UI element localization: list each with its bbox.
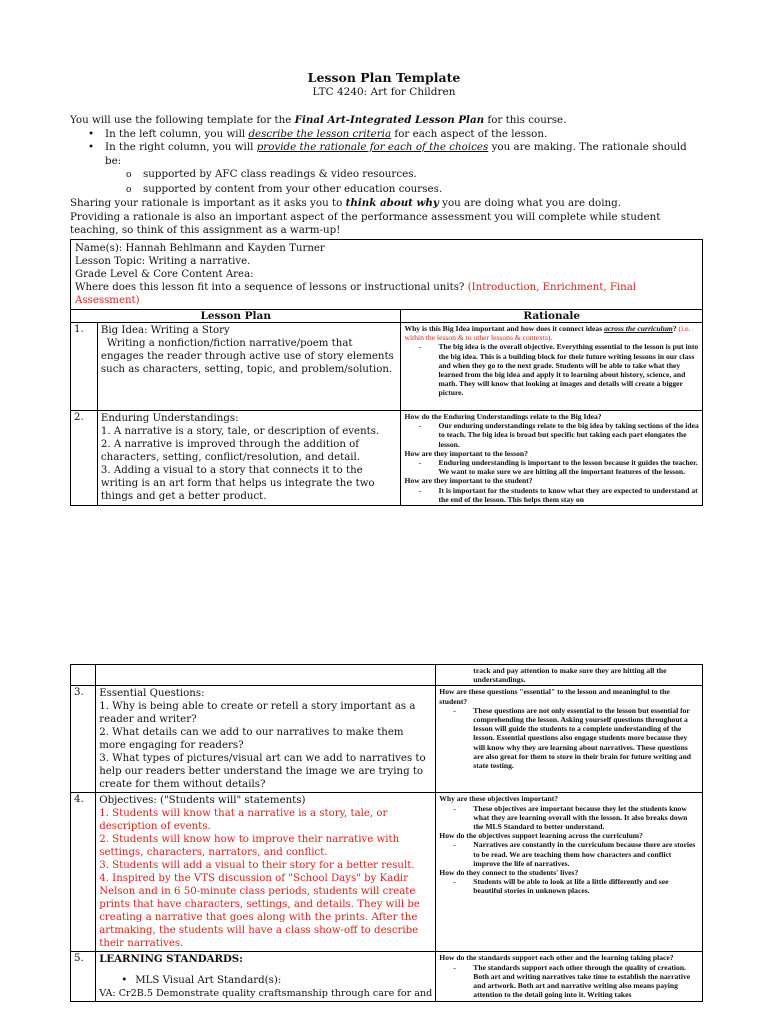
rationale-question: How do the standards support each other and the learning taking place? bbox=[439, 953, 674, 963]
rationale-answer: track and pay attention to make sure they are hitting all the understandings. bbox=[473, 666, 667, 685]
rationale-cell bbox=[401, 323, 703, 411]
list-item: 1. A narrative is a story, tale, or description of events. bbox=[100, 426, 380, 437]
rationale-answer: - Our enduring understandings relate to the big idea by taking sections of the idea to teach. The big idea is broad but specific but taking each part elongates the lesson. bbox=[418, 421, 699, 449]
rationale-question: How are these questions "essential" to the lesson and meaningful to the student? bbox=[439, 687, 670, 706]
header-row bbox=[71, 310, 703, 323]
rationale-question: How do they connect to the students' lives? bbox=[439, 868, 579, 878]
rationale-answer: - Narratives are constantly in the curriculum because there are stories to be read. We are teaching them how characters and conflict improve the life of narratives. bbox=[453, 840, 699, 868]
intro-bullet-1: • In the left column, you will describe the lesson criteria for each aspect of the lesson. bbox=[105, 128, 700, 142]
info-cell bbox=[71, 240, 703, 310]
row-body: Writing a nonfiction/fiction narrative/poem that engages the reader through active use of story elements such as characters, setting, topic, and problem/solution. bbox=[100, 338, 394, 375]
intro-line-1: You will use the following template for the Final Art-Integrated Lesson Plan for this course. bbox=[70, 114, 567, 126]
rationale-question: How do the objectives support learning across the curriculum? bbox=[439, 831, 643, 841]
row-number: 1. bbox=[71, 323, 98, 411]
list-item: 3. What types of pictures/visual art can we add to narratives to help our readers better understand the image we are trying to create for them without details? bbox=[99, 753, 426, 791]
intro-sub-bullet-2: o supported by content from your other education courses. bbox=[143, 183, 700, 198]
rationale-cell bbox=[436, 793, 703, 952]
rationale-answer: - Enduring understanding is important to the lesson because it guides the teacher. We want to make sure we are hitting all the important features of the lesson. bbox=[418, 458, 699, 476]
rationale-answer: - Students will be able to look at life a little differently and see beautiful stories in unknown places. bbox=[453, 877, 699, 895]
grade-line: Grade Level & Core Content Area: bbox=[75, 269, 254, 280]
row-5 bbox=[71, 952, 703, 1002]
list-item: 2. Students will know how to improve their narrative with settings, characters, narrators, and conflict. bbox=[99, 834, 400, 859]
row-2 bbox=[71, 411, 703, 506]
lesson-cell bbox=[96, 952, 436, 1002]
row-title: Enduring Understandings: bbox=[100, 413, 239, 424]
rationale-answer: - The standards support each other through the quality of creation. Both art and writing narratives take time to establish the narrative and artwork. Both art and narrative writing also means paying attention to the detail going into it. Writing takes bbox=[453, 963, 699, 1000]
rationale-question: How are they important to the lesson? bbox=[404, 448, 528, 458]
row-number: 2. bbox=[71, 411, 98, 506]
row-number: 3. bbox=[71, 686, 96, 793]
intro-bullet-2: • In the right column, you will provide the rationale for each of the choices you are making. The rationale should be: o supported by AFC class readings & video resources. o supported by content from your other education courses. bbox=[105, 141, 700, 197]
rationale-answer: - It is important for the students to know what they are expected to understand at the end of the lesson. This helps them stay on bbox=[418, 486, 699, 504]
list-item: 1. Why is being able to create or retell a story important as a reader and writer? bbox=[99, 701, 416, 726]
rationale-answer: - These questions are not only essential to the lesson but essential for comprehending the lesson. Asking yourself questions throughout a lesson will guide the students to a complete understanding of the lesson. Essential questions also engage students more because they will know why they are learning about narratives. These questions are also great for them to store in their brain for future writing and state testing. bbox=[453, 706, 699, 770]
list-item: 2. What details can we add to our narratives to make them more engaging for readers? bbox=[99, 727, 404, 752]
rationale-cell bbox=[436, 952, 703, 1002]
list-item: 3. Students will add a visual to their story for a better result. bbox=[99, 860, 415, 872]
sequence-answer: (Introduction, Enrichment, Final Assessment) bbox=[75, 282, 637, 306]
rationale-cell bbox=[436, 686, 703, 793]
lesson-plan-table-continued bbox=[70, 664, 703, 1002]
row-title: Essential Questions: bbox=[99, 688, 205, 700]
rationale-answer: - The big idea is the overall objective. Everything essential to the lesson is put into the big idea. This is a building block for their future writing lessons in our class and when they go to the next grade. Students will be able to take what they learned from the big idea and apply it to learning about history, science, and math. They will know that looking at images and details will create a bigger picture. bbox=[418, 342, 699, 397]
list-item: 4. Inspired by the VTS discussion of "School Days" by Kadir Nelson and in 6 50-minute class periods, students will create prints that have characters, settings, and details. They will be creating a narrative that goes along with the prints. After the artmaking, the students will have a class show-off to describe their narratives. bbox=[99, 873, 420, 950]
page-2 bbox=[0, 628, 768, 1024]
list-item: • MLS Visual Art Standard(s): bbox=[121, 975, 282, 987]
lesson-plan-table bbox=[70, 239, 703, 506]
lesson-cell bbox=[97, 411, 401, 506]
list-item: 1. Students will know that a narrative is a story, tale, or description of events. bbox=[99, 808, 388, 833]
row-4 bbox=[71, 793, 703, 952]
rationale-question: How do the Enduring Understandings relate to the Big Idea? bbox=[404, 412, 602, 421]
lesson-cell bbox=[96, 665, 436, 686]
intro-line-3: Providing a rationale is also an important aspect of the performance assessment you will complete while student teaching, so think of this assignment as a warm-up! bbox=[70, 210, 661, 236]
sequence-line: Where does this lesson fit into a sequence of lessons or instructional units? (Introduction, Enrichment, Final Assessment) bbox=[75, 282, 637, 306]
names-line: Name(s): Hannah Behlmann and Kayden Turner bbox=[75, 243, 325, 254]
rationale-question: Why is this Big Idea important and how does it connect ideas across the curriculum? (i.e. within the lesson & to other lessons & contexts). bbox=[404, 324, 691, 343]
rationale-question: How are they important to the student? bbox=[404, 476, 533, 486]
header-rationale: Rationale bbox=[401, 310, 703, 323]
row-1 bbox=[71, 323, 703, 411]
row-continued bbox=[71, 665, 703, 686]
rationale-cell bbox=[436, 665, 703, 686]
row-title: LEARNING STANDARDS: bbox=[99, 953, 243, 966]
intro-sub-bullet-1: o supported by AFC class readings & video resources. bbox=[143, 168, 700, 183]
document-title: Lesson Plan Template bbox=[307, 70, 461, 85]
topic-line: Lesson Topic: Writing a narrative. bbox=[75, 256, 251, 267]
row-title: Objectives: ("Students will" statements) bbox=[99, 795, 306, 807]
intro-line-2: Sharing your rationale is important as it asks you to think about why you are doing what you are doing. bbox=[70, 197, 621, 209]
row-number: 4. bbox=[71, 793, 96, 952]
intro-sub-bullets bbox=[105, 168, 700, 197]
intro-section bbox=[70, 114, 700, 238]
rationale-question: Why are these objectives important? bbox=[439, 794, 559, 804]
lesson-cell bbox=[96, 686, 436, 793]
row-title: Big Idea: Writing a Story bbox=[100, 325, 230, 336]
intro-bullets bbox=[70, 128, 700, 198]
lesson-cell bbox=[96, 793, 436, 952]
rationale-cell bbox=[401, 411, 703, 506]
row-number: 5. bbox=[71, 952, 96, 1002]
list-item: 2. A narrative is improved through the addition of characters, setting, conflict/resolution, and detail. bbox=[100, 439, 361, 463]
list-item: 3. Adding a visual to a story that connects it to the writing is an art form that helps us integrate the two things and get a better product. bbox=[100, 465, 375, 502]
lesson-cell bbox=[97, 323, 401, 411]
rationale-answer: - These objectives are important because they let the students know what they are learning overall with the lesson. It also breaks down the MLS Standard to better understand. bbox=[453, 804, 699, 832]
row-number bbox=[71, 665, 96, 686]
document-subtitle: LTC 4240: Art for Children bbox=[312, 86, 456, 98]
header-lesson-plan: Lesson Plan bbox=[71, 310, 401, 323]
standard-text: VA: Cr2B.5 Demonstrate quality craftsmanship through care for and bbox=[99, 988, 433, 1000]
info-row bbox=[71, 240, 703, 310]
row-3 bbox=[71, 686, 703, 793]
